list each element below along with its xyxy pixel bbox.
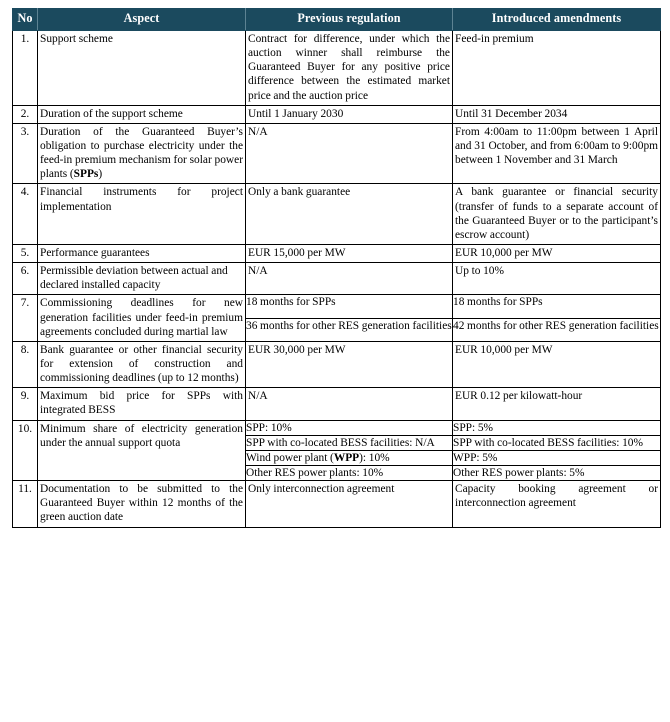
row-number: 11. — [13, 481, 38, 527]
row-aspect-abbr: SPPs — [73, 168, 99, 181]
row-previous-regulation: Only interconnection agreement — [246, 481, 453, 527]
row-aspect: Performance guarantees — [38, 244, 246, 262]
sub-cell: 18 months for SPPs — [246, 296, 336, 309]
sub-cell: SPP: 10% — [246, 421, 292, 434]
column-header-aspect: Aspect — [38, 9, 246, 31]
row-aspect: Minimum share of electricity generation under the annual support quota — [38, 420, 246, 481]
table-body — [13, 31, 661, 528]
row-aspect: Support scheme — [38, 31, 246, 106]
sub-row — [246, 421, 452, 436]
row-number: 9. — [13, 388, 38, 420]
sub-table — [246, 421, 452, 481]
sub-table — [246, 295, 452, 333]
row-introduced-amendments: Capacity booking agreement or interconnection agreement — [453, 481, 661, 527]
row-introduced-amendments: Until 31 December 2034 — [453, 105, 661, 123]
table-row — [13, 420, 661, 481]
row-introduced-amendments: Up to 10% — [453, 263, 661, 295]
table-row — [13, 123, 661, 184]
sub-cell: 36 months for other RES generation facilities — [246, 320, 452, 333]
sub-cell-wpp: Wind power plant (WPP): 10% — [246, 450, 452, 465]
table-row — [13, 263, 661, 295]
row-number: 7. — [13, 295, 38, 341]
row-previous-regulation — [246, 420, 453, 481]
sub-cell: Other RES power plants: 5% — [453, 465, 660, 480]
row-aspect — [38, 123, 246, 184]
row-aspect: Duration of the support scheme — [38, 105, 246, 123]
row-introduced-amendments: From 4:00am to 11:00pm between 1 April and 31 October, and from 6:00am to 9:00pm between 1 November and 31 March — [453, 123, 661, 184]
column-header-introduced-amendments: Introduced amendments — [453, 9, 661, 31]
row-previous-regulation: Until 1 January 2030 — [246, 105, 453, 123]
row-previous-regulation: Only a bank guarantee — [246, 184, 453, 245]
row-introduced-amendments — [453, 420, 661, 481]
column-header-no: No — [13, 9, 38, 31]
regulation-comparison-table — [12, 8, 661, 528]
sub-row — [453, 319, 660, 334]
sub-row — [453, 450, 660, 465]
column-header-previous-regulation: Previous regulation — [246, 9, 453, 31]
table-row — [13, 105, 661, 123]
row-number: 2. — [13, 105, 38, 123]
sub-row — [453, 465, 660, 480]
row-introduced-amendments: EUR 10,000 per MW — [453, 341, 661, 387]
row-number: 10. — [13, 420, 38, 481]
row-aspect: Permissible deviation between actual and declared installed capacity — [38, 263, 246, 295]
sub-cell: WPP: 5% — [453, 450, 660, 465]
row-number: 3. — [13, 123, 38, 184]
sub-table — [453, 295, 660, 333]
table-row — [13, 31, 661, 106]
sub-row — [453, 435, 660, 450]
row-previous-regulation: EUR 30,000 per MW — [246, 341, 453, 387]
table-row — [13, 184, 661, 245]
table-header — [13, 9, 661, 31]
sub-cell: 42 months for other RES generation facilities — [453, 320, 659, 333]
row-number: 5. — [13, 244, 38, 262]
sub-cell: Other RES power plants: 10% — [246, 465, 452, 480]
table-row — [13, 295, 661, 341]
row-number: 8. — [13, 341, 38, 387]
row-aspect-text: Duration of the Guaranteed Buyer’s obligation to purchase electricity under the feed-in premium mechanism for solar power plants ( — [40, 125, 243, 181]
table-row — [13, 341, 661, 387]
row-aspect: Maximum bid price for SPPs with integrated BESS — [38, 388, 246, 420]
row-previous-regulation: N/A — [246, 388, 453, 420]
sub-row — [246, 435, 452, 450]
row-aspect: Financial instruments for project implementation — [38, 184, 246, 245]
sub-row — [246, 295, 452, 319]
row-introduced-amendments: EUR 10,000 per MW — [453, 244, 661, 262]
sub-row — [246, 319, 452, 334]
table-row — [13, 388, 661, 420]
abbr-wpp: WPP — [333, 451, 360, 464]
sub-cell: SPP with co-located BESS facilities: 10% — [453, 435, 660, 450]
sub-table — [453, 421, 660, 481]
table-row — [13, 244, 661, 262]
row-aspect: Bank guarantee or other financial security for extension of construction and commissioning deadlines (up to 12 months) — [38, 341, 246, 387]
row-introduced-amendments — [453, 295, 661, 341]
row-introduced-amendments: A bank guarantee or financial security (transfer of funds to a separate account of the Guaranteed Buyer or to the participant’s escrow account) — [453, 184, 661, 245]
row-aspect-text-suffix: ) — [98, 168, 103, 181]
row-previous-regulation: EUR 15,000 per MW — [246, 244, 453, 262]
sub-cell: SPP: 5% — [453, 421, 494, 434]
row-previous-regulation: N/A — [246, 123, 453, 184]
row-previous-regulation — [246, 295, 453, 341]
row-number: 4. — [13, 184, 38, 245]
sub-row — [246, 450, 452, 465]
table-row — [13, 481, 661, 527]
sub-cell: SPP with co-located BESS facilities: N/A — [246, 435, 452, 450]
row-introduced-amendments: Feed-in premium — [453, 31, 661, 106]
row-number: 6. — [13, 263, 38, 295]
sub-cell: 18 months for SPPs — [453, 296, 543, 309]
sub-row — [453, 421, 660, 436]
sub-row — [246, 465, 452, 480]
sub-row — [453, 295, 660, 319]
row-aspect: Documentation to be submitted to the Guaranteed Buyer within 12 months of the green auction date — [38, 481, 246, 527]
row-aspect: Commissioning deadlines for new generation facilities under feed-in premium agreements concluded during martial law — [38, 295, 246, 341]
row-previous-regulation: Contract for difference, under which the auction winner shall reimburse the Guaranteed Buyer for any positive price difference between the estimated market price and the auction price — [246, 31, 453, 106]
row-introduced-amendments: EUR 0.12 per kilowatt-hour — [453, 388, 661, 420]
table-header-row — [13, 9, 661, 31]
row-previous-regulation: N/A — [246, 263, 453, 295]
row-number: 1. — [13, 31, 38, 106]
